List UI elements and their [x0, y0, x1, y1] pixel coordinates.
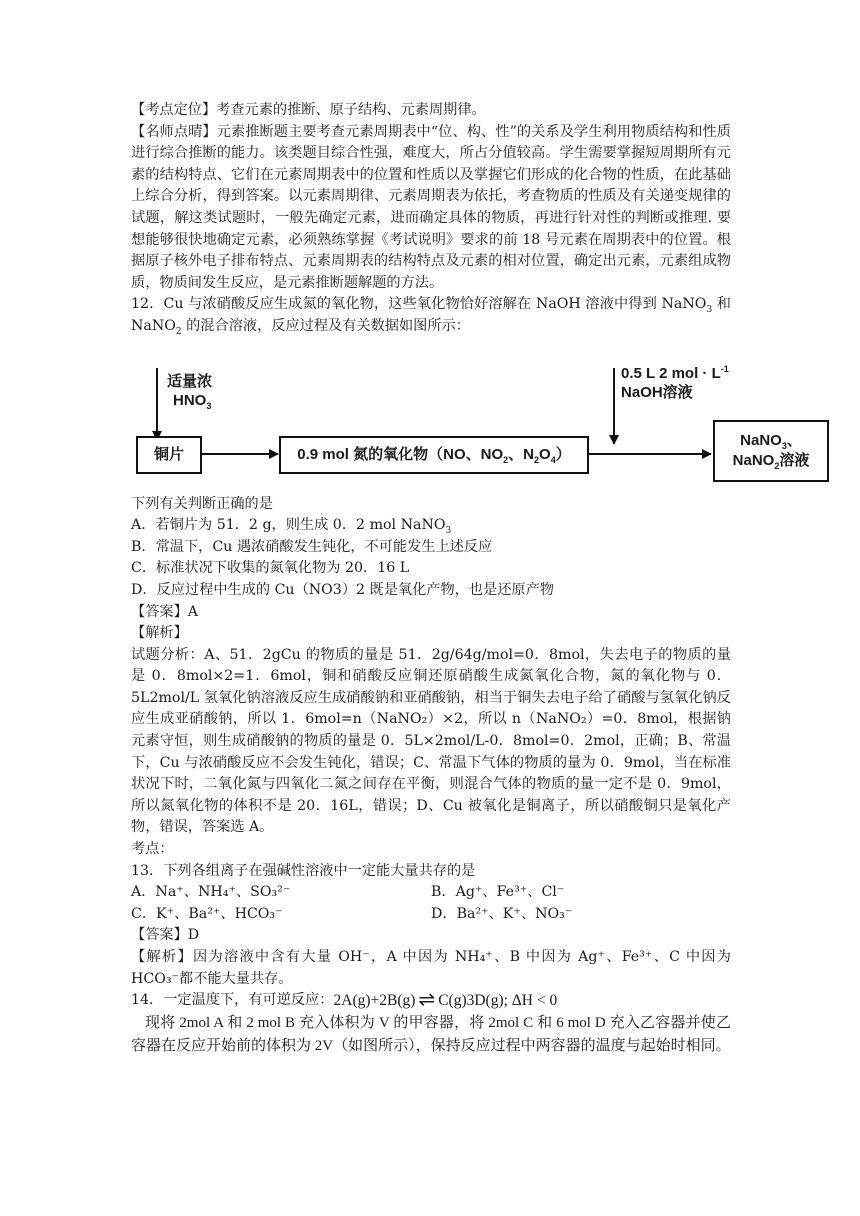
- q14-body: 现将 2mol A 和 2 mol B 充入体积为 V 的甲容器，将 2mol C 和 6 mol D 充入乙容器并使乙容器在反应开始前的体积为 2V（如图所示），保持反应过程中两容器的温度与起始时相同。: [131, 1014, 731, 1054]
- q13-option-d: D．Ba²⁺、K⁺、NO₃⁻: [431, 905, 573, 922]
- reagent-naoh-conc: 0.5 L 2 mol · L: [621, 364, 721, 382]
- q12-stem: [131, 294, 731, 337]
- kaodian-paragraph: [131, 100, 731, 122]
- copper-label: 铜片: [153, 445, 184, 463]
- product-solution-box: [713, 420, 829, 482]
- oxides-sub: 2: [503, 454, 509, 465]
- q12-prompt: 下列有关判断正确的是: [131, 495, 273, 512]
- mingshi-paragraph: [131, 122, 731, 295]
- product-sub: 2: [774, 460, 780, 471]
- reagent-naoh-line1: [621, 364, 729, 383]
- q13-answer: 【答案】D: [131, 927, 200, 944]
- q14-stem: [131, 990, 731, 1012]
- q12-option-b: B．常温下，Cu 遇浓硝酸发生钝化，不可能发生上述反应: [131, 538, 493, 555]
- q14-stem-text: 14．一定温度下，有可逆反应：: [131, 992, 334, 1009]
- oxides-text: O: [539, 445, 551, 463]
- reagent-naoh-label: [621, 364, 729, 402]
- kaodian-label: 【考点定位】: [131, 102, 217, 118]
- reagent-hno3-label: [167, 372, 212, 410]
- product-text: NaNO: [740, 431, 782, 449]
- q13-option-a: A．Na⁺、NH₄⁺、SO₃²⁻: [131, 884, 291, 901]
- q12-kaodian: 考点：: [131, 841, 174, 858]
- reagent-naoh-line2: NaOH溶液: [621, 383, 693, 401]
- product-text: 溶液: [779, 451, 810, 469]
- q12-option-a: [131, 515, 731, 537]
- product-text: 、: [786, 431, 802, 449]
- reagent-hno3-sub: 3: [206, 400, 212, 411]
- product-sub: 3: [781, 440, 787, 451]
- q12-stem-part: 和 NaNO: [131, 296, 731, 334]
- q12-stem-sub: 2: [175, 326, 182, 337]
- product-text: NaNO: [732, 451, 775, 469]
- reagent-hno3-line2: [167, 391, 212, 410]
- q13-analysis: [131, 947, 731, 990]
- document-page: [131, 100, 810, 1058]
- equilibrium-arrow-icon: ⇌: [418, 989, 436, 1012]
- q12-stem-part: 12．Cu 与浓硝酸反应生成氮的氧化物，这些氧化物恰好溶解在 NaOH 溶液中得到 NaNO: [131, 296, 707, 313]
- oxides-sub: 4: [550, 454, 556, 465]
- reagent-naoh-sup: -1: [720, 363, 729, 374]
- q13-analysis-text: 因为溶液中含有大量 OH⁻，A 中因为 NH₄⁺、B 中因为 Ag⁺、Fe³⁺、C 中因为 HCO₃⁻都不能大量共存。: [131, 949, 731, 987]
- reagent-hno3-formula: HNO: [173, 391, 207, 409]
- product-line2: [733, 451, 810, 471]
- q13-stem: 13．下列各组离子在强碱性溶液中一定能大量共存的是: [131, 862, 476, 879]
- product-line1: [740, 431, 802, 451]
- q12-stem-part: 的混合溶液，反应过程及有关数据如图所示：: [181, 317, 470, 334]
- mingshi-label: 【名师点晴】: [131, 123, 217, 140]
- q12-analysis-label: 【解析】: [131, 625, 188, 642]
- q12-answer: 【答案】A: [131, 603, 198, 620]
- q12-analysis-text: 试题分析：A、51．2gCu 的物质的量是 51．2g/64g/mol=0．8mol，失去电子的物质的量是 0．8mol×2=1．6mol，铜和硝酸反应铜还原硝酸生成氮氧化合物，氮的氧化物与 0．5L2mol/L 氢氧化钠溶液反应生成硝酸钠和亚硝酸钠，相当于铜失去电子给了硝酸与氢氧化钠反应生成亚硝酸钠，所以 1．6mol=n（NaNO₂）×2，所以 n（NaNO₂）=0．8mol，根据钠元素守恒，则生成硝酸钠的物质的量是 0．5L×2mol/L-0．8mol=0．2mol，正确；B、常温下，Cu 与浓硝酸反应不会发生钝化，错误；C、常温下气体的物质的量为 0．9mol，当在标准状况下时，二氧化氮与四氧化二氮之间存在平衡，则混合气体的物质的量一定不是 0．9mol，所以氮氧化物的体积不是 20．16L，错误；D、Cu 被氧化是铜离子，所以硝酸铜只是氧化产物，错误，答案选 A。: [131, 646, 731, 836]
- copper-box: [136, 436, 202, 474]
- q12-option-a-text: A．若铜片为 51．2 g，则生成 0．2 mol NaNO: [131, 517, 446, 534]
- q12-stem-sub: 3: [706, 305, 713, 316]
- q13-options-row2: [131, 904, 731, 926]
- q13-option-b: B．Ag⁺、Fe³⁺、Cl⁻: [431, 884, 565, 901]
- oxides-text: ）: [555, 445, 571, 463]
- oxides-sub: 2: [534, 454, 540, 465]
- reagent-hno3-line1: 适量浓: [167, 372, 213, 390]
- kaodian-text: 考查元素的推断、原子结构、元素周期律。: [216, 102, 486, 118]
- q12-option-a-sub: 3: [445, 525, 452, 536]
- oxides-text: 0.9 mol 氮的氧化物（NO、NO: [297, 445, 504, 463]
- q14-equation-right: C(g)3D(g); ΔH < 0: [438, 992, 558, 1010]
- nitrogen-oxides-box: [279, 436, 589, 474]
- mingshi-text: 元素推断题主要考查元素周期表中“位、构、性”的关系及学生利用物质结构和性质进行综合推断的能力。该类题目综合性强，难度大，所占分值较高。学生需要掌握短周期所有元素的结构特点、它们在元素周期表中的位置和性质以及掌握它们形成的化合物的性质，在此基础上综合分析，得到答案。以元素周期律、元素周期表为依托，考查物质的性质及有关递变规律的试题，解这类试题时，一般先确定元素，进而确定具体的物质，再进行针对性的判断或推理. 要想能够很快地确定元素，必须熟练掌握《考试说明》要求的前 18 号元素在周期表中的位置。根据原子核外电子排布特点、元素周期表的结构特点及元素的相对位置，确定出元素，元素组成物质，物质间发生反应，是元素推断题解题的方法。: [131, 123, 731, 291]
- oxides-label: [297, 445, 570, 465]
- q14-equation-left: 2A(g)+2B(g): [333, 992, 416, 1010]
- q13-analysis-label: 【解析】: [131, 949, 193, 965]
- q12-option-c: C．标准状况下收集的氮氧化物为 20．16 L: [131, 560, 410, 577]
- q13-option-c: C．K⁺、Ba²⁺、HCO₃⁻: [131, 905, 283, 922]
- q13-options-row1: [131, 882, 731, 904]
- reaction-flow-diagram: [131, 344, 810, 484]
- oxides-text: 、N: [508, 445, 534, 463]
- q12-option-d: D．反应过程中生成的 Cu（NO3）2 既是氧化产物，也是还原产物: [131, 581, 554, 598]
